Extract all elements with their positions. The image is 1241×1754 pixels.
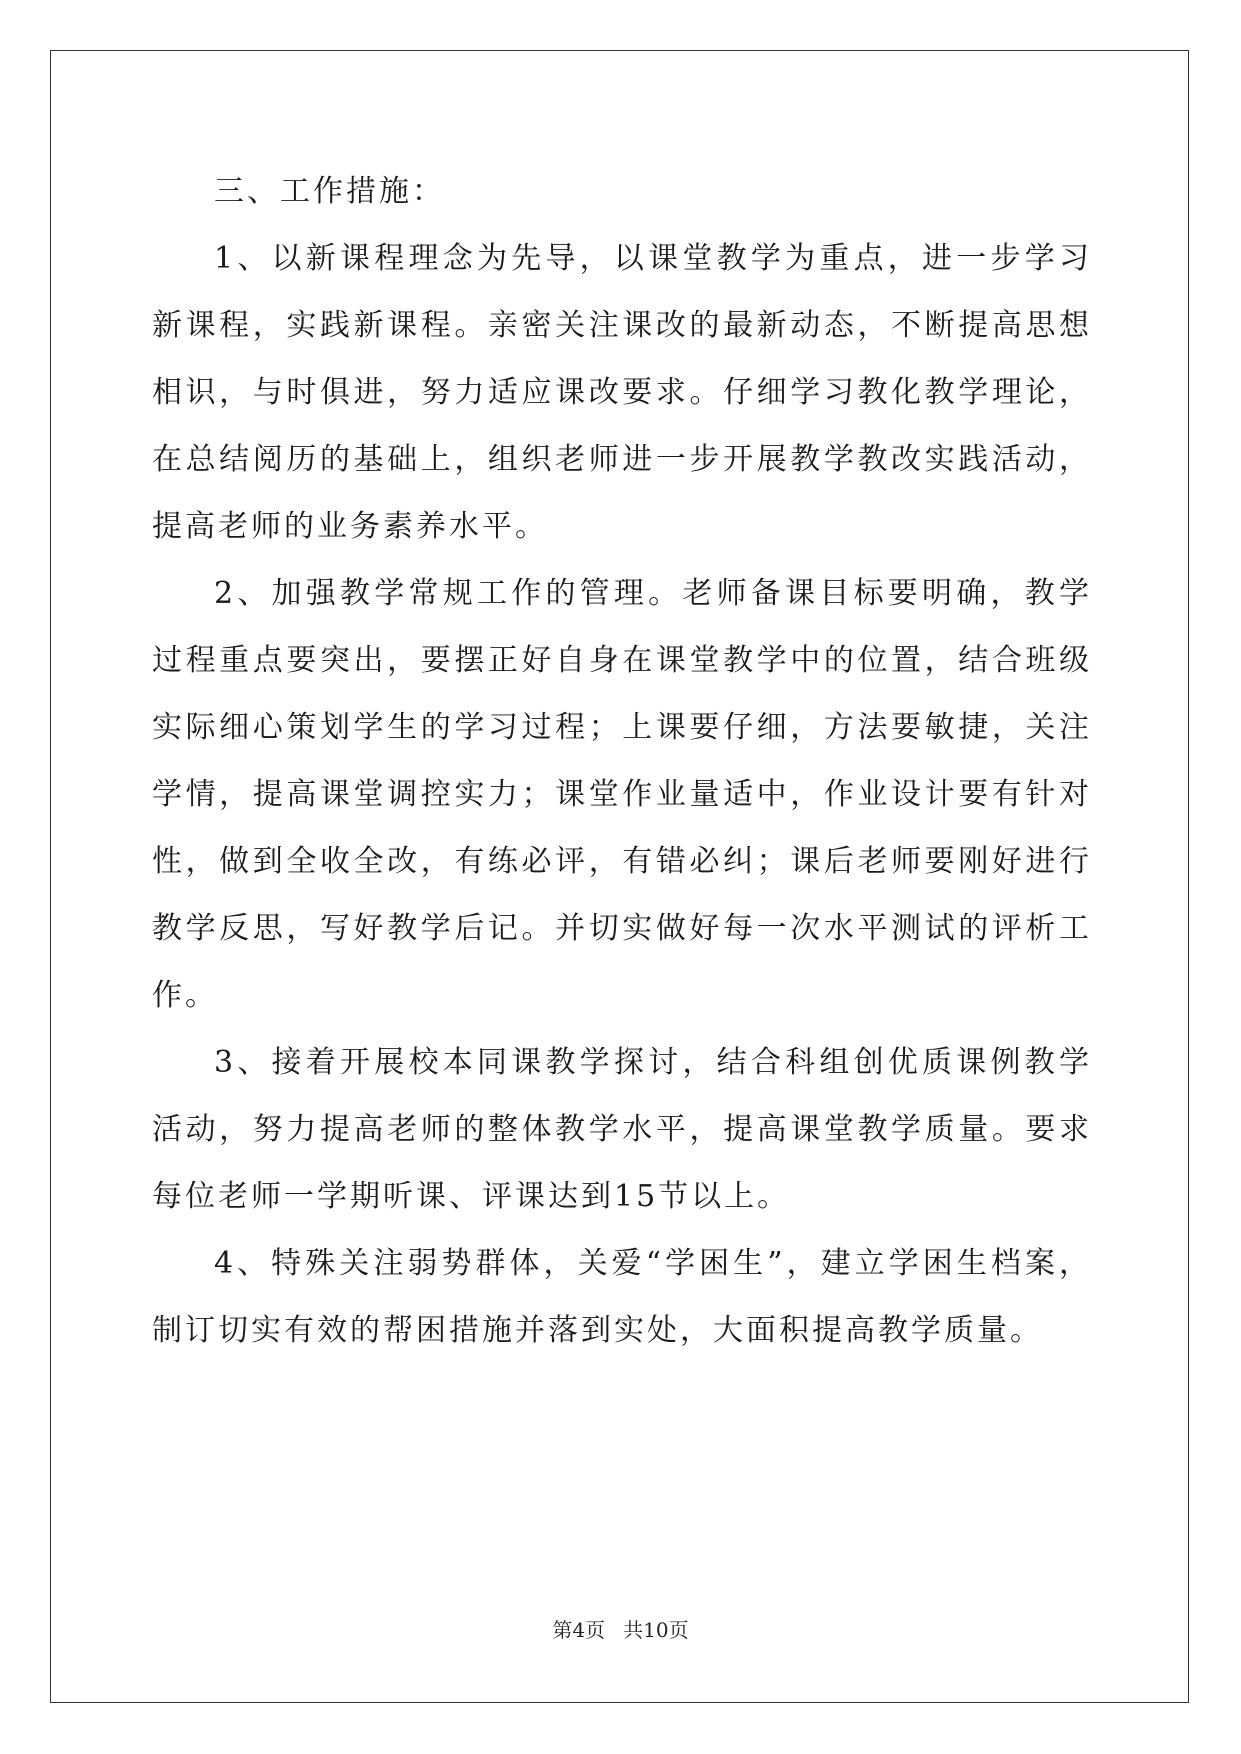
page-number: 第4页	[552, 1618, 606, 1642]
section-heading: 三、工作措施：	[214, 174, 445, 209]
paragraph-3: 3、接着开展校本同课教学探讨，结合科组创优质课例教学活动，努力提高老师的整体教学水平，提高课堂教学质量。要求每位老师一学期听课、评课达到15节以上。	[152, 1045, 1092, 1214]
paragraph-4: 4、特殊关注弱势群体，关爱“学困生”，建立学困生档案，制订切实有效的帮困措施并落到实处，大面积提高教学质量。	[152, 1246, 1092, 1348]
page-footer	[0, 1614, 1241, 1643]
page-total: 共10页	[623, 1618, 689, 1642]
paragraph-2: 2、加强教学常规工作的管理。老师备课目标要明确，教学过程重点要突出，要摆正好自身在课堂教学中的位置，结合班级实际细心策划学生的学习过程；上课要仔细，方法要敏捷，关注学情，提高课堂调控实力；课堂作业量适中，作业设计要有针对性，做到全收全改，有练必评，有错必纠；课后老师要刚好进行教学反思，写好教学后记。并切实做好每一次水平测试的评析工作。	[152, 576, 1092, 1013]
document-body	[152, 158, 1092, 1364]
paragraph-1: 1、以新课程理念为先导，以课堂教学为重点，进一步学习新课程，实践新课程。亲密关注课改的最新动态，不断提高思想相识，与时俱进，努力适应课改要求。仔细学习教化教学理论，在总结阅历的基础上，组织老师进一步开展教学教改实践活动，提高老师的业务素养水平。	[152, 241, 1092, 544]
